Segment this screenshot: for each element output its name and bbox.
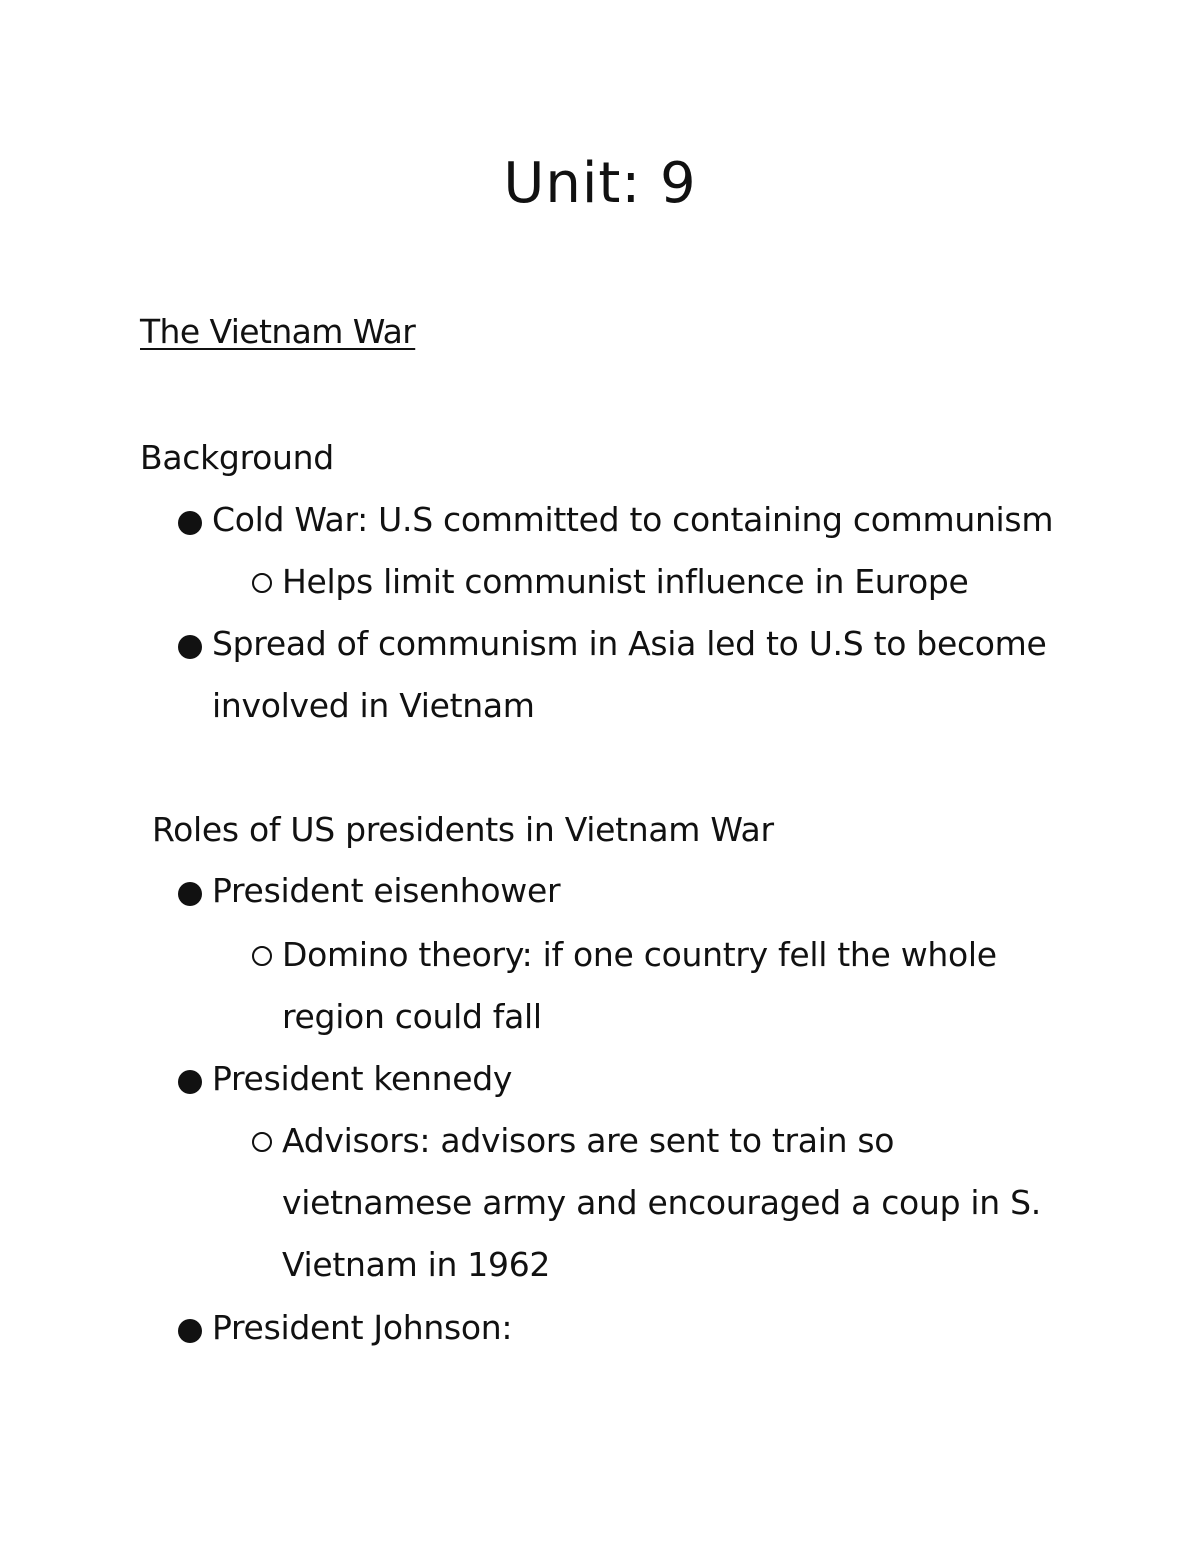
list-item-spread-line-1: Spread of communism in Asia led to U.S to become	[212, 624, 1047, 663]
list-item-eisenhower: President eisenhower	[212, 871, 561, 910]
bullet-dot-icon	[178, 1319, 202, 1343]
sub-item-advisors-line-1: Advisors: advisors are sent to train so	[282, 1121, 895, 1160]
section-heading: The Vietnam War	[140, 312, 416, 351]
list-item-johnson: President Johnson:	[212, 1308, 513, 1347]
bullet-circle-icon	[252, 1132, 272, 1152]
sub-item-domino-line-1: Domino theory: if one country fell the whole	[282, 935, 997, 974]
bullet-circle-icon	[252, 573, 272, 593]
list-item-kennedy: President kennedy	[212, 1059, 513, 1098]
bullet-circle-icon	[252, 946, 272, 966]
sub-item-advisors-line-3: Vietnam in 1962	[282, 1245, 551, 1284]
bullet-dot-icon	[178, 511, 202, 535]
sub-item-advisors-line-2: vietnamese army and encouraged a coup in S.	[282, 1183, 1041, 1222]
list-item-spread-line-2: involved in Vietnam	[212, 686, 535, 725]
section-label-presidents: Roles of US presidents in Vietnam War	[152, 810, 774, 849]
section-label-background: Background	[140, 438, 334, 477]
sub-item-domino-line-2: region could fall	[282, 997, 542, 1036]
bullet-dot-icon	[178, 1070, 202, 1094]
bullet-dot-icon	[178, 882, 202, 906]
page-title: Unit: 9	[503, 151, 697, 216]
list-item-cold-war: Cold War: U.S committed to containing communism	[212, 500, 1054, 539]
sub-item-europe: Helps limit communist influence in Europe	[282, 562, 969, 601]
bullet-dot-icon	[178, 635, 202, 659]
